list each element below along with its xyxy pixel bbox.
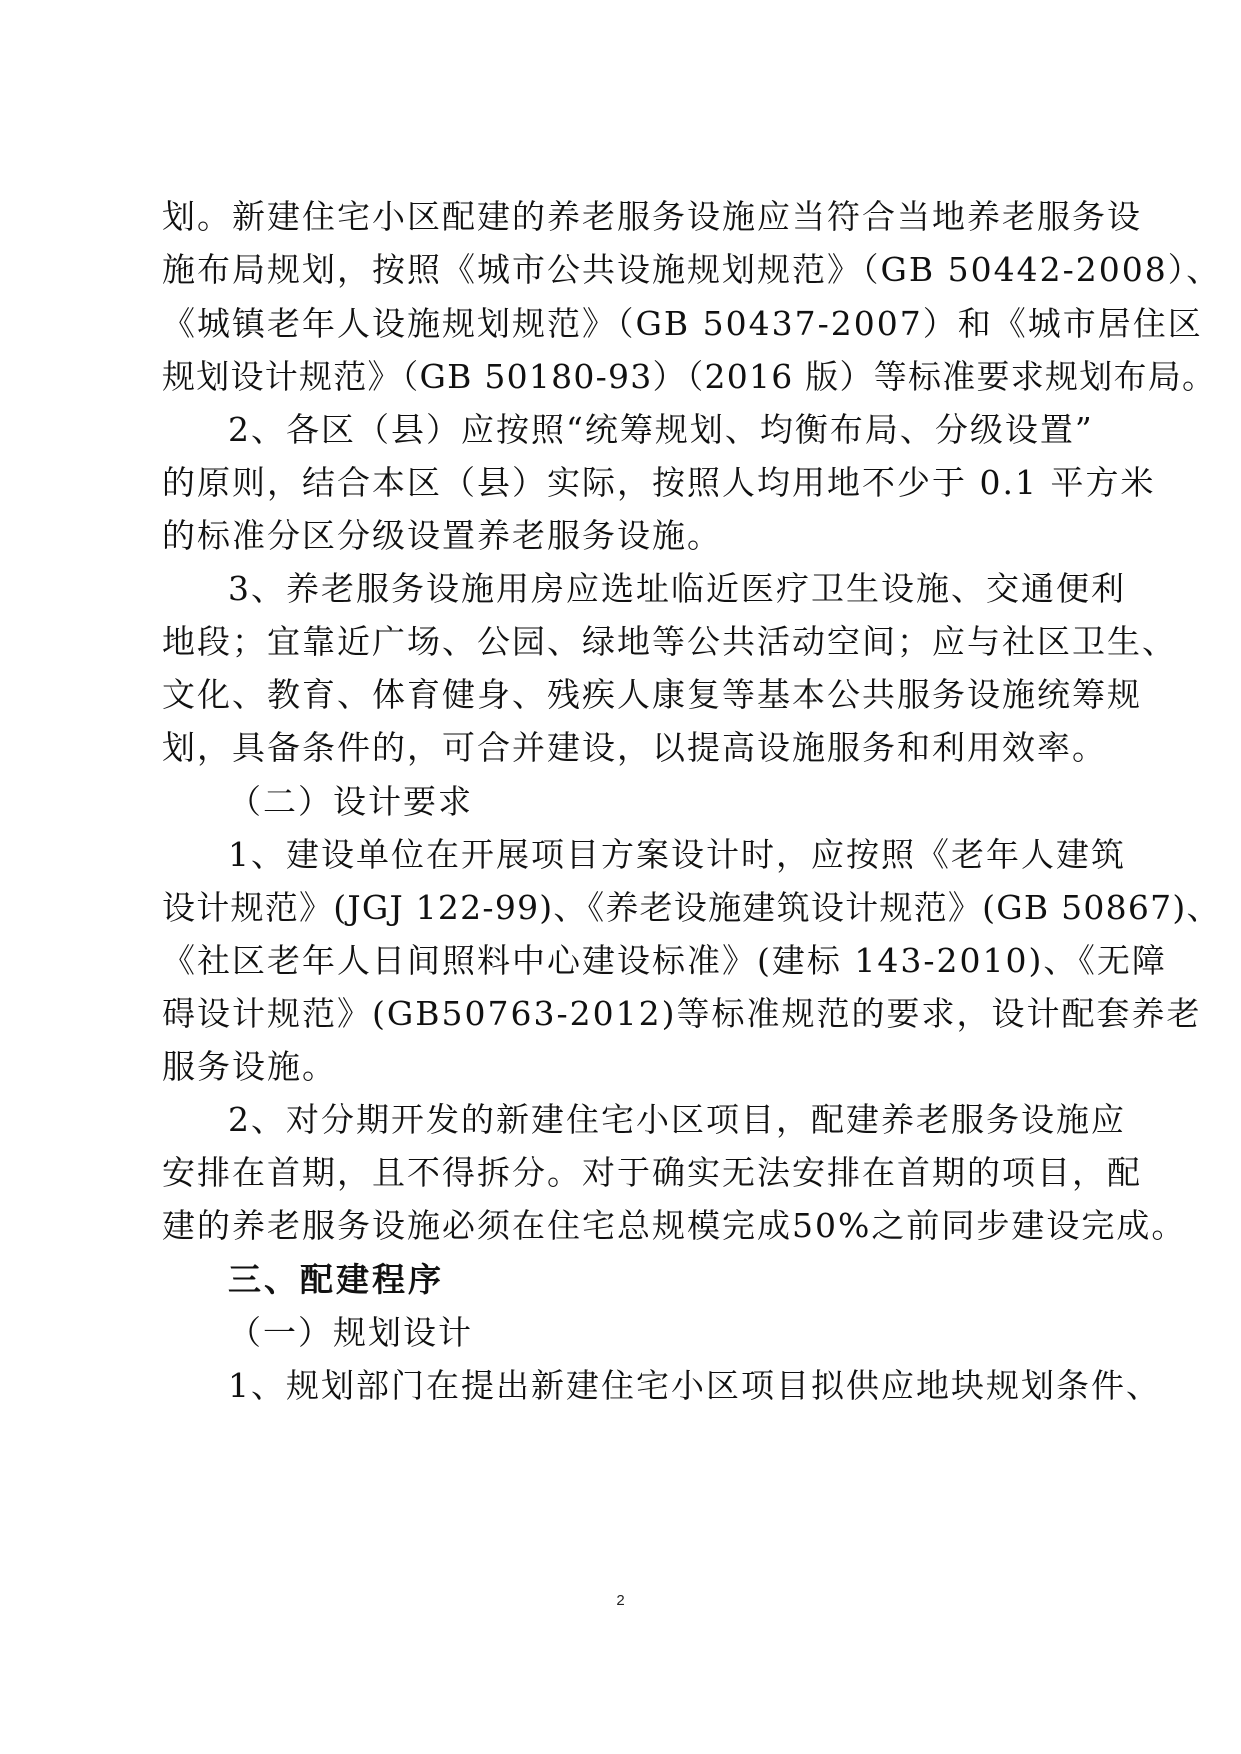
text-line: 划。新建住宅小区配建的养老服务设施应当符合当地养老服务设 xyxy=(162,197,1142,236)
text-line: 2、各区（县）应按照“统筹规划、均衡布局、分级设置” xyxy=(228,410,1094,449)
text-line: 施布局规划，按照《城市公共设施规划规范》（GB 50442-2008）、 xyxy=(162,250,1222,289)
page-number: 2 xyxy=(616,1592,625,1609)
text-line: 3、养老服务设施用房应选址临近医疗卫生设施、交通便利 xyxy=(228,569,1126,608)
text-line: 文化、教育、体育健身、残疾人康复等基本公共服务设施统筹规 xyxy=(162,675,1142,714)
text-line: 1、建设单位在开展项目方案设计时，应按照《老年人建筑 xyxy=(228,835,1126,874)
text-line: 的原则，结合本区（县）实际，按照人均用地不少于 0.1 平方米 xyxy=(162,463,1156,502)
text-line: 划，具备条件的，可合并建设，以提高设施服务和利用效率。 xyxy=(162,728,1107,767)
text-line: 《城镇老年人设施规划规范》（GB 50437-2007）和《城市居住区 xyxy=(162,304,1203,343)
text-line: 建的养老服务设施必须在住宅总规模完成50%之前同步建设完成。 xyxy=(162,1206,1187,1245)
text-line: 的标准分区分级设置养老服务设施。 xyxy=(162,516,722,555)
text-line: 设计规范》(JGJ 122-99)、《养老设施建筑设计规范》(GB 50867)、 xyxy=(162,888,1221,927)
text-line: 安排在首期，且不得拆分。对于确实无法安排在首期的项目，配 xyxy=(162,1153,1142,1192)
section-heading: 三、配建程序 xyxy=(228,1260,444,1299)
text-line: 服务设施。 xyxy=(162,1047,337,1086)
text-line: 《社区老年人日间照料中心建设标准》(建标 143-2010)、《无障 xyxy=(162,941,1167,980)
text-line: 规划设计规范》（GB 50180-93）（2016 版）等标准要求规划布局。 xyxy=(162,357,1217,396)
text-line: 碍设计规范》(GB50763-2012)等标准规范的要求，设计配套养老 xyxy=(162,994,1202,1033)
subheading: （二）设计要求 xyxy=(228,782,473,821)
text-line: 2、对分期开发的新建住宅小区项目，配建养老服务设施应 xyxy=(228,1100,1126,1139)
subheading: （一）规划设计 xyxy=(228,1313,473,1352)
text-line: 地段；宜靠近广场、公园、绿地等公共活动空间；应与社区卫生、 xyxy=(162,622,1177,661)
text-line: 1、规划部门在提出新建住宅小区项目拟供应地块规划条件、 xyxy=(228,1366,1161,1405)
